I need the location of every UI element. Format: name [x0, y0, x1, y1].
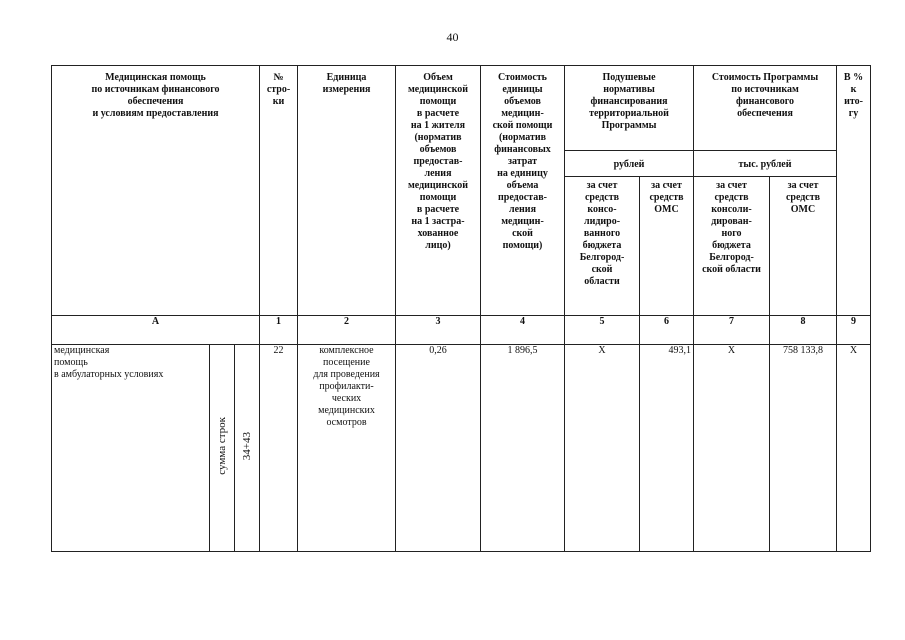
- header-col-1: № стро- ки: [260, 66, 298, 316]
- header-col-3: Объем медицинской помощи в расчете на 1 жителя (норматив объемов предостав- ления медицинской помощи в расчете на 1 застра- хованное лицо): [396, 66, 481, 316]
- page-number: 40: [446, 30, 459, 44]
- row-unit-cost: 1 896,5: [481, 345, 565, 552]
- index-cell-7: 7: [694, 316, 770, 345]
- header-col-9: В % к ито- гу: [837, 66, 871, 316]
- row-unit: комплексное посещение для проведения профилакти- ческих медицинских осмотров: [298, 345, 396, 552]
- header-group-per-capita: Подушевые нормативы финансирования территориальной Программы: [565, 66, 694, 151]
- row-per-capita-oms: 493,1: [640, 345, 694, 552]
- row-sum-rows: 34+43: [241, 431, 253, 461]
- row-sum-rows-cell: [235, 345, 260, 552]
- header-col-a: Медицинская помощь по источникам финансового обеспечения и условиям предоставления: [52, 66, 260, 316]
- row-per-capita-budget: X: [565, 345, 640, 552]
- row-sum-label: сумма строк: [216, 417, 228, 475]
- index-cell-3: 3: [396, 316, 481, 345]
- header-col-7: за счет средств консоли- дирован- ного бюджета Белгород- ской области: [694, 177, 770, 316]
- row-line-number: 22: [260, 345, 298, 552]
- row-volume: 0,26: [396, 345, 481, 552]
- row-cost-budget: X: [694, 345, 770, 552]
- index-cell-9: 9: [837, 316, 871, 345]
- header-col-8: за счет средств ОМС: [770, 177, 837, 316]
- row-percent: X: [837, 345, 871, 552]
- row-cost-oms: 758 133,8: [770, 345, 837, 552]
- index-cell-6: 6: [640, 316, 694, 345]
- index-cell-4: 4: [481, 316, 565, 345]
- header-col-6: за счет средств ОМС: [640, 177, 694, 316]
- row-label: медицинская помощь в амбулаторных условиях: [52, 345, 210, 552]
- index-cell-2: 2: [298, 316, 396, 345]
- index-cell-5: 5: [565, 316, 640, 345]
- header-col-2: Единица измерения: [298, 66, 396, 316]
- header-col-5: за счет средств консо- лидиро- ванного бюджета Белгород- ской области: [565, 177, 640, 316]
- index-cell-8: 8: [770, 316, 837, 345]
- index-cell-1: 1: [260, 316, 298, 345]
- header-unit-rubles: рублей: [565, 151, 694, 177]
- header-group-program-cost: Стоимость Программы по источникам финансового обеспечения: [694, 66, 837, 151]
- row-sum-label-cell: [210, 345, 235, 552]
- index-cell-a: А: [52, 316, 260, 345]
- financing-table: [51, 65, 871, 552]
- header-unit-thousand-rubles: тыс. рублей: [694, 151, 837, 177]
- header-col-4: Стоимость единицы объемов медицин- ской помощи (норматив финансовых затрат на единицу объема предостав- ления медицин- ской помощи): [481, 66, 565, 316]
